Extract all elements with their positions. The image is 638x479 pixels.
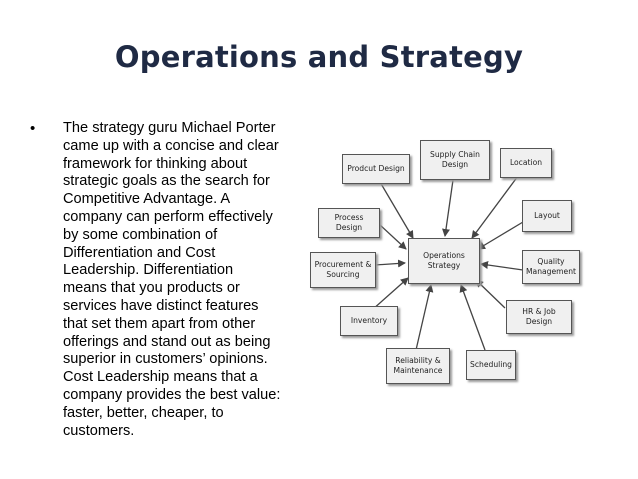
node-scheduling: Scheduling (466, 350, 516, 380)
node-product-design: Prodcut Design (342, 154, 410, 184)
node-location: Location (500, 148, 552, 178)
strategy-diagram (300, 130, 638, 400)
node-inventory: Inventory (340, 306, 398, 336)
arrow-layout (478, 222, 523, 249)
arrow-reliability (416, 285, 431, 350)
node-quality-management: Quality Management (522, 250, 580, 284)
node-hr-job-design: HR & Job Design (506, 300, 572, 334)
bullet-text: The strategy guru Michael Porter came up with a concise and clear framework for thinking about strategic goals as the search for Competitive Advantage. A company can perform effectively by some combination of Differentiation and Cost Leadership. Differentiation means that you products or services have distinct features that set them apart from other offerings and stand out as being superior in customers’ opinions. Cost Leadership means that a company provides the best value: faster, better, cheaper, to customers. (63, 120, 281, 439)
arrow-quality (481, 264, 523, 270)
node-layout: Layout (522, 200, 572, 232)
arrow-scheduling (461, 285, 485, 350)
bullet-glyph: • (30, 120, 36, 137)
arrow-process-design (380, 225, 406, 249)
arrow-supply-chain (445, 180, 453, 236)
node-procurement-sourcing: Procurement & Sourcing (310, 252, 376, 288)
arrow-hr-job (476, 280, 505, 308)
node-supply-chain-design: Supply Chain Design (420, 140, 490, 180)
node-operations-strategy: Operations Strategy (408, 238, 480, 284)
arrow-procurement (375, 263, 405, 265)
slide-title: Operations and Strategy (114, 40, 524, 74)
node-process-design: Process Design (318, 208, 380, 238)
node-reliability-maintenance: Reliability & Maintenance (386, 348, 450, 384)
